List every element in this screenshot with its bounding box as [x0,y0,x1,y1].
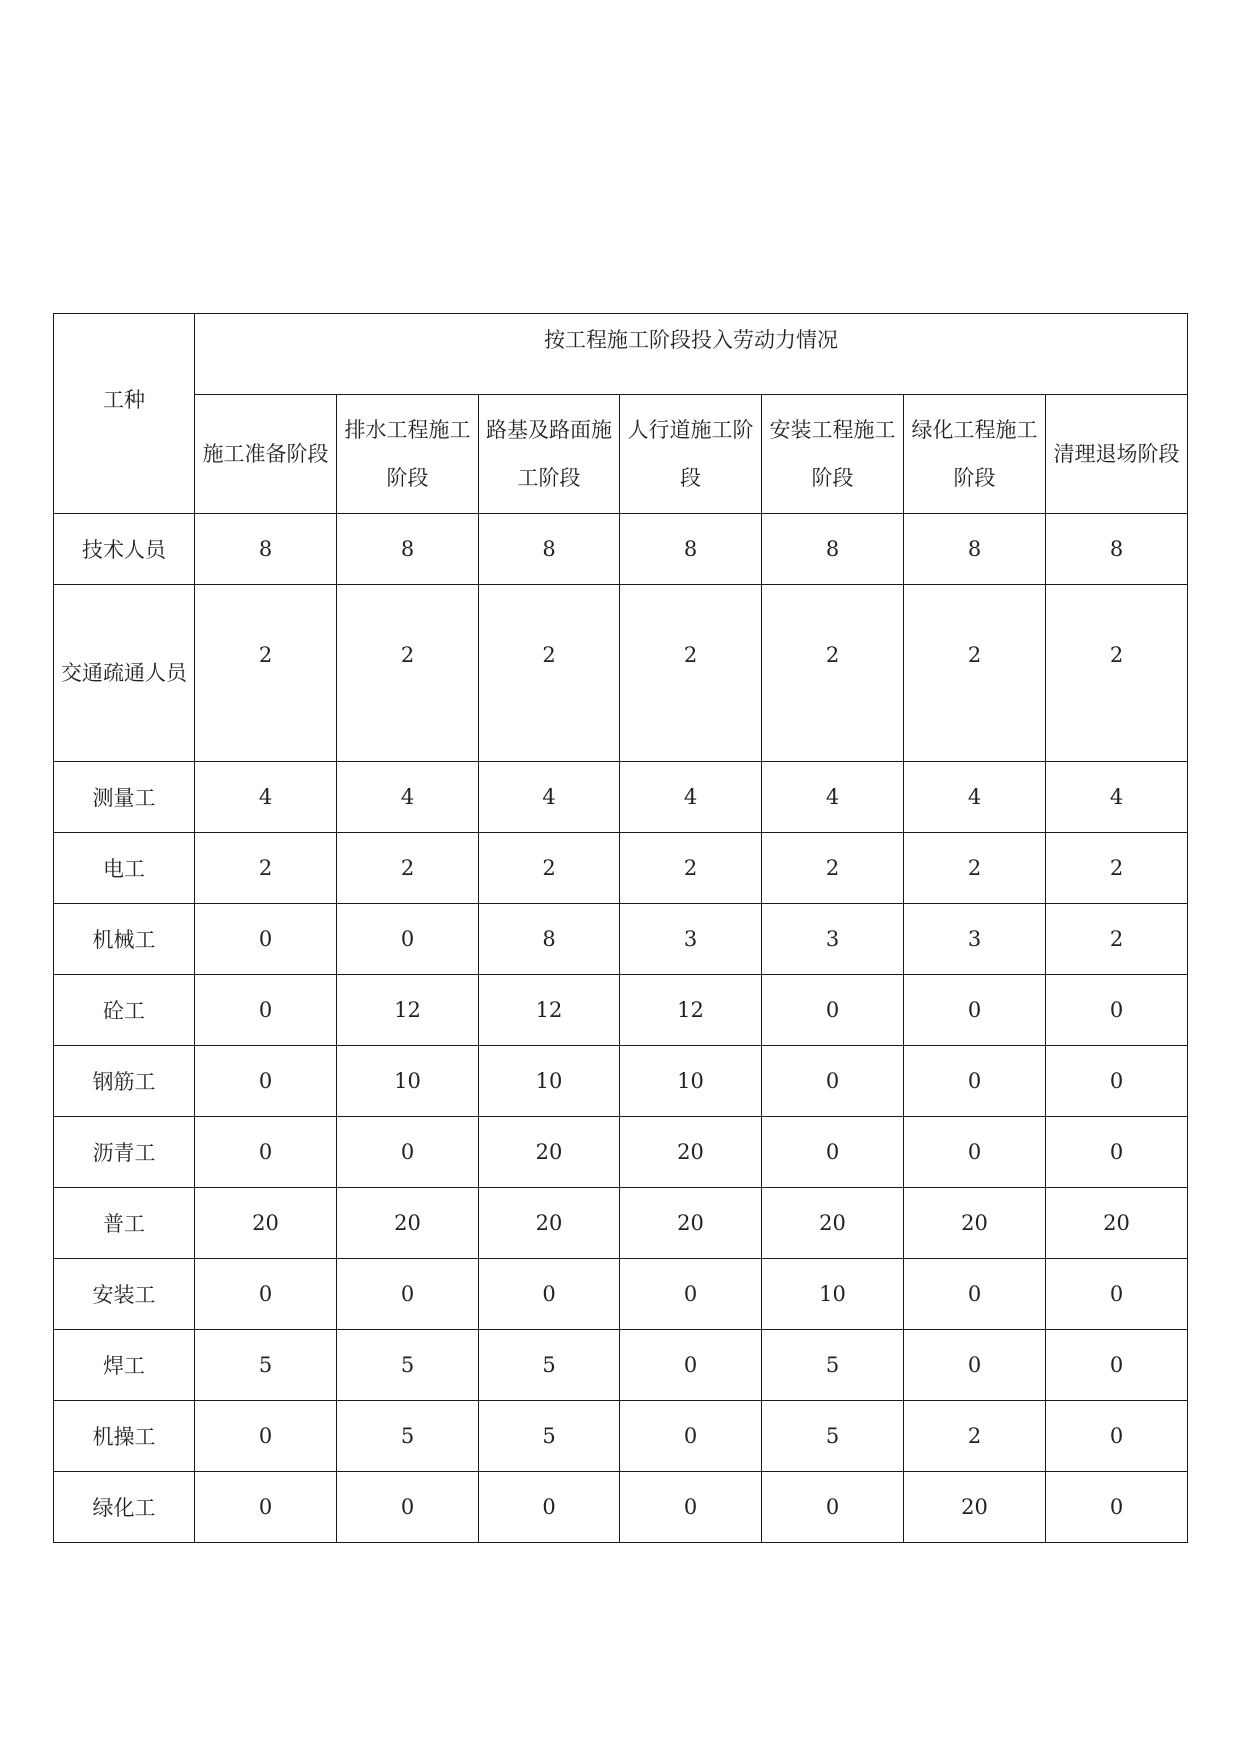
table-cell: 0 [195,1046,337,1117]
table-cell: 0 [337,904,479,975]
table-cell: 4 [762,762,904,833]
table-cell: 0 [620,1401,762,1472]
table-cell: 0 [904,1259,1046,1330]
table-cell: 0 [904,1046,1046,1117]
table-cell: 0 [479,1472,620,1543]
row-label: 机操工 [54,1401,195,1472]
table-cell: 3 [904,904,1046,975]
header-stage-1: 施工准备阶段 [195,395,337,514]
table-row [54,514,1188,585]
table-cell: 0 [620,1472,762,1543]
table-cell: 10 [762,1259,904,1330]
table-cell: 8 [1046,514,1188,585]
table-cell: 2 [195,833,337,904]
table-cell: 20 [904,1188,1046,1259]
table-cell: 5 [337,1401,479,1472]
table-cell: 2 [337,585,479,762]
table-cell: 8 [762,514,904,585]
table-cell: 4 [904,762,1046,833]
table-cell: 10 [337,1046,479,1117]
table-cell: 8 [337,514,479,585]
table-cell: 8 [195,514,337,585]
header-stage-6: 绿化工程施工阶段 [904,395,1046,514]
table-cell: 0 [762,975,904,1046]
table-cell: 4 [195,762,337,833]
table-cell: 0 [195,1401,337,1472]
table-cell: 0 [1046,1401,1188,1472]
header-stage-4: 人行道施工阶段 [620,395,762,514]
table-row [54,1401,1188,1472]
table-row [54,1188,1188,1259]
table-cell: 0 [195,904,337,975]
table-cell: 2 [904,585,1046,762]
table-cell: 0 [1046,1046,1188,1117]
row-label: 钢筋工 [54,1046,195,1117]
table-cell: 0 [620,1259,762,1330]
table-row [54,1472,1188,1543]
table-cell: 5 [337,1330,479,1401]
table-cell: 2 [1046,833,1188,904]
table-cell: 20 [620,1188,762,1259]
table-cell: 2 [1046,585,1188,762]
table-cell: 20 [479,1117,620,1188]
row-label: 焊工 [54,1330,195,1401]
table-cell: 2 [904,1401,1046,1472]
table-cell: 4 [479,762,620,833]
table-cell: 12 [337,975,479,1046]
table-cell: 3 [620,904,762,975]
table-cell: 0 [1046,1330,1188,1401]
row-label: 砼工 [54,975,195,1046]
table-row [54,1117,1188,1188]
table-cell: 0 [904,1330,1046,1401]
table-cell: 2 [762,585,904,762]
table-cell: 0 [195,1259,337,1330]
table-cell: 0 [1046,1472,1188,1543]
table-row [54,975,1188,1046]
table-cell: 5 [762,1401,904,1472]
table-cell: 0 [762,1117,904,1188]
table-cell: 12 [479,975,620,1046]
table-cell: 2 [620,833,762,904]
table-row [54,1330,1188,1401]
table-cell: 0 [195,1472,337,1543]
row-label: 电工 [54,833,195,904]
table-cell: 2 [904,833,1046,904]
row-label: 技术人员 [54,514,195,585]
table-cell: 8 [620,514,762,585]
table-cell: 3 [762,904,904,975]
table-cell: 20 [904,1472,1046,1543]
row-label: 沥青工 [54,1117,195,1188]
table-cell: 2 [337,833,479,904]
table-cell: 0 [337,1117,479,1188]
table-cell: 20 [620,1117,762,1188]
table-cell: 2 [195,585,337,762]
table-cell: 0 [1046,1117,1188,1188]
header-stage-5: 安装工程施工阶段 [762,395,904,514]
table-cell: 0 [1046,1259,1188,1330]
table-cell: 8 [479,514,620,585]
table-cell: 2 [479,585,620,762]
table-cell: 5 [762,1330,904,1401]
table-cell: 8 [479,904,620,975]
table-cell: 0 [904,975,1046,1046]
table-cell: 0 [195,975,337,1046]
table-row [54,762,1188,833]
table-cell: 0 [479,1259,620,1330]
table-cell: 2 [479,833,620,904]
table-cell: 2 [1046,904,1188,975]
table-cell: 4 [337,762,479,833]
table-row [54,904,1188,975]
table-cell: 2 [762,833,904,904]
table-cell: 0 [762,1046,904,1117]
table-cell: 0 [1046,975,1188,1046]
table-row [54,1046,1188,1117]
table-cell: 0 [337,1472,479,1543]
row-label: 测量工 [54,762,195,833]
header-stage-3: 路基及路面施工阶段 [479,395,620,514]
table-cell: 10 [479,1046,620,1117]
row-label: 交通疏通人员 [54,585,195,762]
table-cell: 10 [620,1046,762,1117]
table-cell: 5 [479,1330,620,1401]
table-cell: 20 [337,1188,479,1259]
table-cell: 8 [904,514,1046,585]
table-row [54,585,1188,762]
header-title: 按工程施工阶段投入劳动力情况 [195,314,1188,395]
table-cell: 0 [762,1472,904,1543]
table-cell: 12 [620,975,762,1046]
table-cell: 4 [1046,762,1188,833]
table-cell: 20 [479,1188,620,1259]
row-label: 普工 [54,1188,195,1259]
labor-table [53,313,1188,1543]
table-cell: 0 [195,1117,337,1188]
table-cell: 0 [620,1330,762,1401]
table-cell: 5 [479,1401,620,1472]
table-cell: 0 [904,1117,1046,1188]
header-stage-7: 清理退场阶段 [1046,395,1188,514]
table-cell: 5 [195,1330,337,1401]
row-label: 机械工 [54,904,195,975]
header-stage-2: 排水工程施工阶段 [337,395,479,514]
table-row [54,1259,1188,1330]
table-cell: 4 [620,762,762,833]
table-cell: 2 [620,585,762,762]
table-cell: 20 [195,1188,337,1259]
table-cell: 20 [1046,1188,1188,1259]
table-cell: 0 [337,1259,479,1330]
row-label: 绿化工 [54,1472,195,1543]
table-cell: 20 [762,1188,904,1259]
row-label: 安装工 [54,1259,195,1330]
table-row [54,833,1188,904]
header-work-type: 工种 [54,314,195,514]
